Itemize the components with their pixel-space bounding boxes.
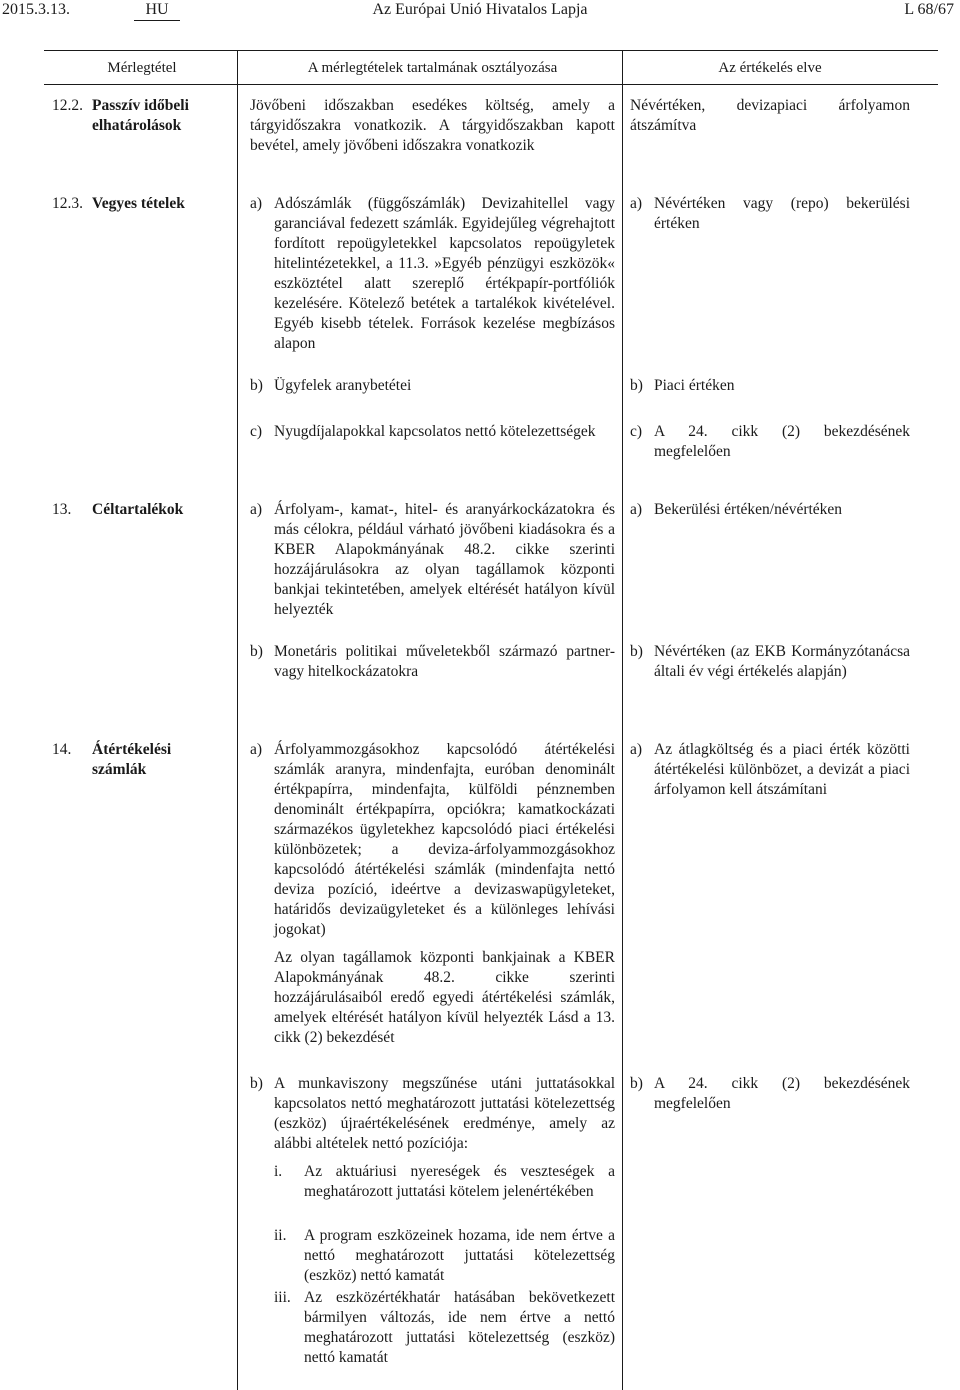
- item-text: Adószámlák (függőszámlák) Devizahitellel vagy garanciával fedezett számlák. Egyidejűleg végrehajtott fordított repoügyletekkel kapcsolatos repoügyletek hitelintézetekkel, a 11.3. »Egyéb pénzügyi eszközök« eszköztétel alatt szereplő értékpapír-portfóliók kezelésére. Kötelező betétek a tartalékok kivételével. Egyéb kisebb tételek. Források kezelése megbízásos alapon: [274, 195, 615, 352]
- content-item-a: [250, 500, 615, 620]
- item-valuation: Névértéken, devizapiaci árfolyamon átszámítva: [630, 97, 910, 134]
- item-number: 14.: [52, 741, 72, 758]
- valuation-item-b: [630, 376, 910, 396]
- item-marker: b): [250, 1075, 263, 1092]
- column-header-valuation: Az értékelés elve: [718, 60, 822, 76]
- item-label: Vegyes tételek: [92, 195, 185, 212]
- valuation-item-c: [630, 422, 910, 462]
- table-top-rule: [44, 50, 938, 51]
- column-header-item: Mérlegtétel: [107, 60, 177, 76]
- item-text: A program eszközeinek hozama, ide nem értve a nettó meghatározott juttatási kötelezettség (eszköz) nettó kamatát: [304, 1227, 615, 1284]
- item-content: Jövőbeni időszakban esedékes költség, amely a tárgyidőszakra vonatkozik. A tárgyidőszakban kapott bevétel, amely jövőbeni időszakra vonatkozik: [250, 97, 615, 154]
- column-divider-2: [622, 50, 623, 1390]
- item-label: Passzív időbeli elhatárolások: [92, 97, 189, 134]
- item-text: Névértéken (az EKB Kormányzótanácsa általi év végi értékelés alapján): [654, 643, 910, 680]
- language-code: HU: [134, 0, 180, 21]
- journal-title: Az Európai Unió Hivatalos Lapja: [372, 1, 588, 18]
- sub-item-ii: [274, 1226, 615, 1286]
- item-text: Az átlagköltség és a piaci érték közötti átértékelési különbözet, a devizát a piaci árfolyamon kell átszámítani: [654, 741, 910, 798]
- sub-item-iii: [274, 1288, 615, 1368]
- item-marker: iii.: [274, 1289, 291, 1306]
- item-text: Névértéken vagy (repo) bekerülési értéken: [654, 195, 910, 232]
- item-number: 13.: [52, 501, 72, 518]
- content-paragraph: Az olyan tagállamok központi bankjainak a KBER Alapokmányának 48.2. cikke szerinti hozzájárulásaiból eredő egyedi átértékelési számlák, amelyek eltérését hatályon kívül helyezték Lásd a 13. cikk (2) bekezdését: [274, 949, 615, 1046]
- item-marker: i.: [274, 1163, 283, 1180]
- item-text: Ügyfelek aranybetétei: [274, 377, 412, 394]
- item-text: Az eszközértékhatár hatásában bekövetkezett bármilyen változás, ide nem értve a nettó meghatározott juttatási kötelezettség (eszköz) nettó kamatát: [304, 1289, 615, 1366]
- item-marker: a): [250, 195, 263, 212]
- item-text: Árfolyammozgásokhoz kapcsolódó átértékelési számlák aranyra, mindenfajta, euróban denominált értékpapírra, mindenfajta, külföldi pénznemben denominált értékpapírra, opciókra; kamatkockázati származékos ügyletekhez kapcsolódó piaci értékelési különbözetek; a deviza-árfolyammozgásokhoz kapcsolódó átértékelési számlák (mindenfajta nettó deviza pozíció, ideértve a devizaswapügyleteket, határidős devizaügyleteket és a különleges lehívási jogokat): [274, 741, 615, 938]
- content-item-c: [250, 422, 615, 442]
- content-item-b: [250, 642, 615, 682]
- item-marker: a): [630, 501, 643, 518]
- item-text: Monetáris politikai műveletekből származó partner- vagy hitelkockázatokra: [274, 643, 615, 680]
- item-text: A 24. cikk (2) bekezdésének megfelelően: [654, 1075, 910, 1112]
- valuation-item-a: [630, 740, 910, 800]
- table-header-rule: [44, 84, 938, 85]
- item-text: A 24. cikk (2) bekezdésének megfelelően: [654, 423, 910, 460]
- item-marker: a): [250, 501, 263, 518]
- valuation-item-b: [630, 1074, 910, 1114]
- item-number: 12.2.: [52, 97, 83, 114]
- column-divider-1: [237, 50, 238, 1390]
- content-item-a: [250, 740, 615, 940]
- valuation-item-a: [630, 194, 910, 234]
- item-marker: ii.: [274, 1227, 287, 1244]
- page-number: L 68/67: [904, 1, 954, 18]
- content-item-b: [250, 1074, 615, 1154]
- column-header-content: A mérlegtételek tartalmának osztályozása: [307, 60, 558, 76]
- item-text: Piaci értéken: [654, 377, 735, 394]
- content-item-b: [250, 376, 615, 396]
- publication-date: 2015.3.13.: [2, 1, 70, 18]
- item-marker: b): [630, 643, 643, 660]
- item-label: Átértékelési számlák: [92, 741, 172, 778]
- item-marker: a): [630, 195, 643, 212]
- item-text: Árfolyam-, kamat-, hitel- és aranyárkockázatokra és más célokra, például várható jövőbeni kiadásokra és a KBER Alapokmányának 48.2. cikke szerinti hozzájárulásokra az olyan tagállamok központi bankjai tekintetében, amelyek eltérését hatályon kívül helyezték: [274, 501, 615, 618]
- item-text: Az aktuáriusi nyereségek és veszteségek a meghatározott juttatási kötelem jelenértékében: [304, 1163, 615, 1200]
- valuation-item-b: [630, 642, 910, 682]
- item-text: Nyugdíjalapokkal kapcsolatos nettó kötelezettségek: [274, 423, 596, 440]
- item-marker: b): [250, 643, 263, 660]
- content-item-a: [250, 194, 615, 354]
- item-text: A munkaviszony megszűnése utáni juttatásokkal kapcsolatos nettó meghatározott juttatási kötelezettség (eszköz) újraértékelésének eredménye, amely az alábbi altételek nettó pozíciója:: [274, 1075, 615, 1152]
- item-marker: b): [250, 377, 263, 394]
- item-number: 12.3.: [52, 195, 83, 212]
- item-marker: b): [630, 1075, 643, 1092]
- valuation-item-a: [630, 500, 910, 520]
- item-marker: c): [630, 423, 643, 440]
- item-marker: b): [630, 377, 643, 394]
- sub-item-i: [274, 1162, 615, 1202]
- item-marker: a): [630, 741, 643, 758]
- item-marker: c): [250, 423, 263, 440]
- item-label: Céltartalékok: [92, 501, 184, 518]
- item-text: Bekerülési értéken/névértéken: [654, 501, 843, 518]
- page-header: [0, 0, 960, 24]
- item-marker: a): [250, 741, 263, 758]
